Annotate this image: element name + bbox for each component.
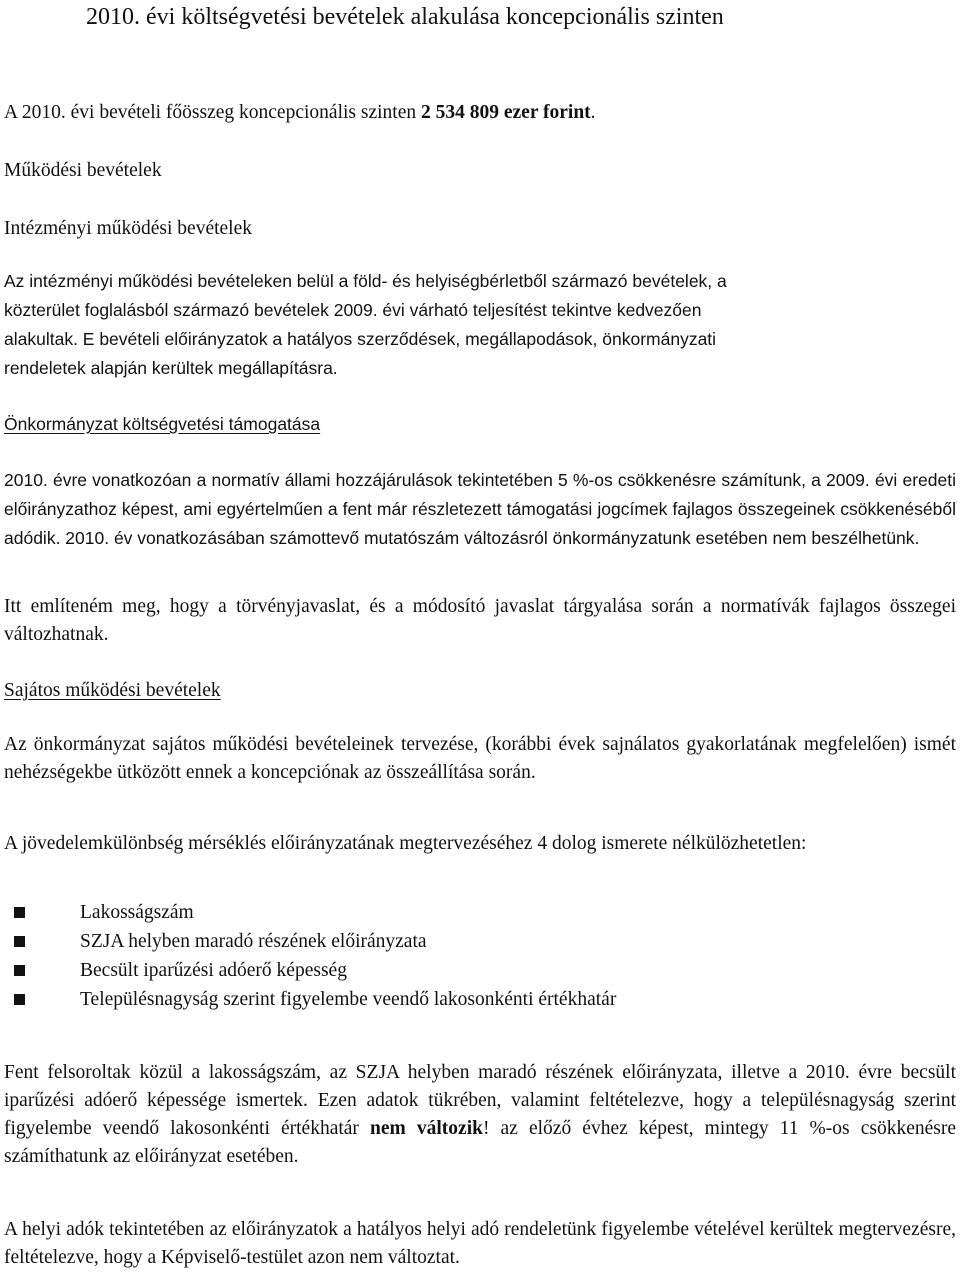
institutional-line-4: rendeletek alapján kerültek megállapításra. (4, 358, 338, 378)
heading-own-revenues: Sajátos működési bevételek (4, 680, 221, 701)
list-item-text: Lakosságszám (80, 902, 194, 923)
total-revenue-line (4, 99, 596, 127)
total-revenue-amount: 2 534 809 ezer forint (420, 102, 591, 123)
total-revenue-suffix: . (590, 102, 596, 123)
square-bullet-icon (14, 965, 25, 976)
listed-text-1: Fent felsoroltak közül a lakosságszám, az SZJA helyben maradó részének előirányzata, illetve a 2010. évre becsült iparűzési adóerő képessége ismertek. Ezen adatok tükrében, valamint feltételezve, hogy a településnagyság szerint figyelembe veendő lakosonkénti értékhatár (4, 1062, 956, 1139)
heading-operating-revenues: Működési bevételek (4, 160, 162, 181)
paragraph-listed-data (4, 1059, 956, 1171)
heading-institutional-revenues: Intézményi működési bevételek (4, 218, 252, 239)
list-item (4, 985, 616, 1014)
paragraph-institutional-revenues (4, 267, 727, 383)
paragraph-local-taxes: A helyi adók tekintetében az előirányzatok a hatályos helyi adó rendeletünk figyelembe vételével kerültek megtervezésre, feltételezve, hogy a Képviselő-testület azon nem változtat. (4, 1219, 956, 1268)
square-bullet-icon (14, 936, 25, 947)
listed-text-2: ! az előző évhez képest, mintegy 11 %-os csökkenésre számíthatunk az előirányzat esetében. (4, 1118, 957, 1167)
paragraph-law-proposal: Itt említeném meg, hogy a törvényjavaslat, és a módosító javaslat tárgyalása során a normatívák fajlagos összegei változhatnak. (4, 596, 956, 645)
paragraph-own-revenues: Az önkormányzat sajátos működési bevételeinek tervezése, (korábbi évek sajnálatos gyakorlatának megfelelően) ismét nehézségekbe ütközött ennek a koncepciónak az összeállítása során. (4, 734, 956, 783)
page-title: 2010. évi költségvetési bevételek alakulása koncepcionális szinten (86, 4, 724, 30)
square-bullet-icon (14, 994, 25, 1005)
paragraph-budget-support: 2010. évre vonatkozóan a normatív állami hozzájárulások tekintetében 5 %-os csökkenésre számítunk, a 2009. évi eredeti előirányzathoz képest, ami egyértelműen a fent már részletezett támogatási jogcímek fajlagos összegeinek csökkenéséből adódik. 2010. év vonatkozásában számottevő mutatószám változásról önkormányzatunk esetében nem beszélhetünk. (4, 470, 956, 548)
institutional-line-2: közterület foglalásból származó bevételek 2009. évi várható teljesítést tekintve kedvezően (4, 300, 702, 320)
list-item (4, 898, 616, 927)
list-item-text: Becsült iparűzési adóerő képesség (80, 960, 347, 981)
list-item (4, 927, 616, 956)
total-revenue-prefix: A 2010. évi bevételi főösszeg koncepcionális szinten (4, 102, 421, 123)
list-item (4, 956, 616, 985)
list-item-text: Településnagyság szerint figyelembe veendő lakosonkénti értékhatár (80, 989, 617, 1010)
requirements-list (4, 898, 616, 1014)
institutional-line-1: Az intézményi működési bevételeken belül a föld- és helyiségbérletből származó bevételek, a (4, 271, 727, 291)
square-bullet-icon (14, 907, 25, 918)
paragraph-income-difference: A jövedelemkülönbség mérséklés előirányzatának megtervezéséhez 4 dolog ismerete nélkülözhetetlen: (4, 833, 807, 854)
listed-bold: nem változik (370, 1118, 483, 1139)
heading-budget-support: Önkormányzat költségvetési támogatása (4, 414, 321, 434)
institutional-line-3: alakultak. E bevételi előirányzatok a hatályos szerződések, megállapodások, önkormányzati (4, 329, 717, 349)
list-item-text: SZJA helyben maradó részének előirányzata (80, 931, 427, 952)
